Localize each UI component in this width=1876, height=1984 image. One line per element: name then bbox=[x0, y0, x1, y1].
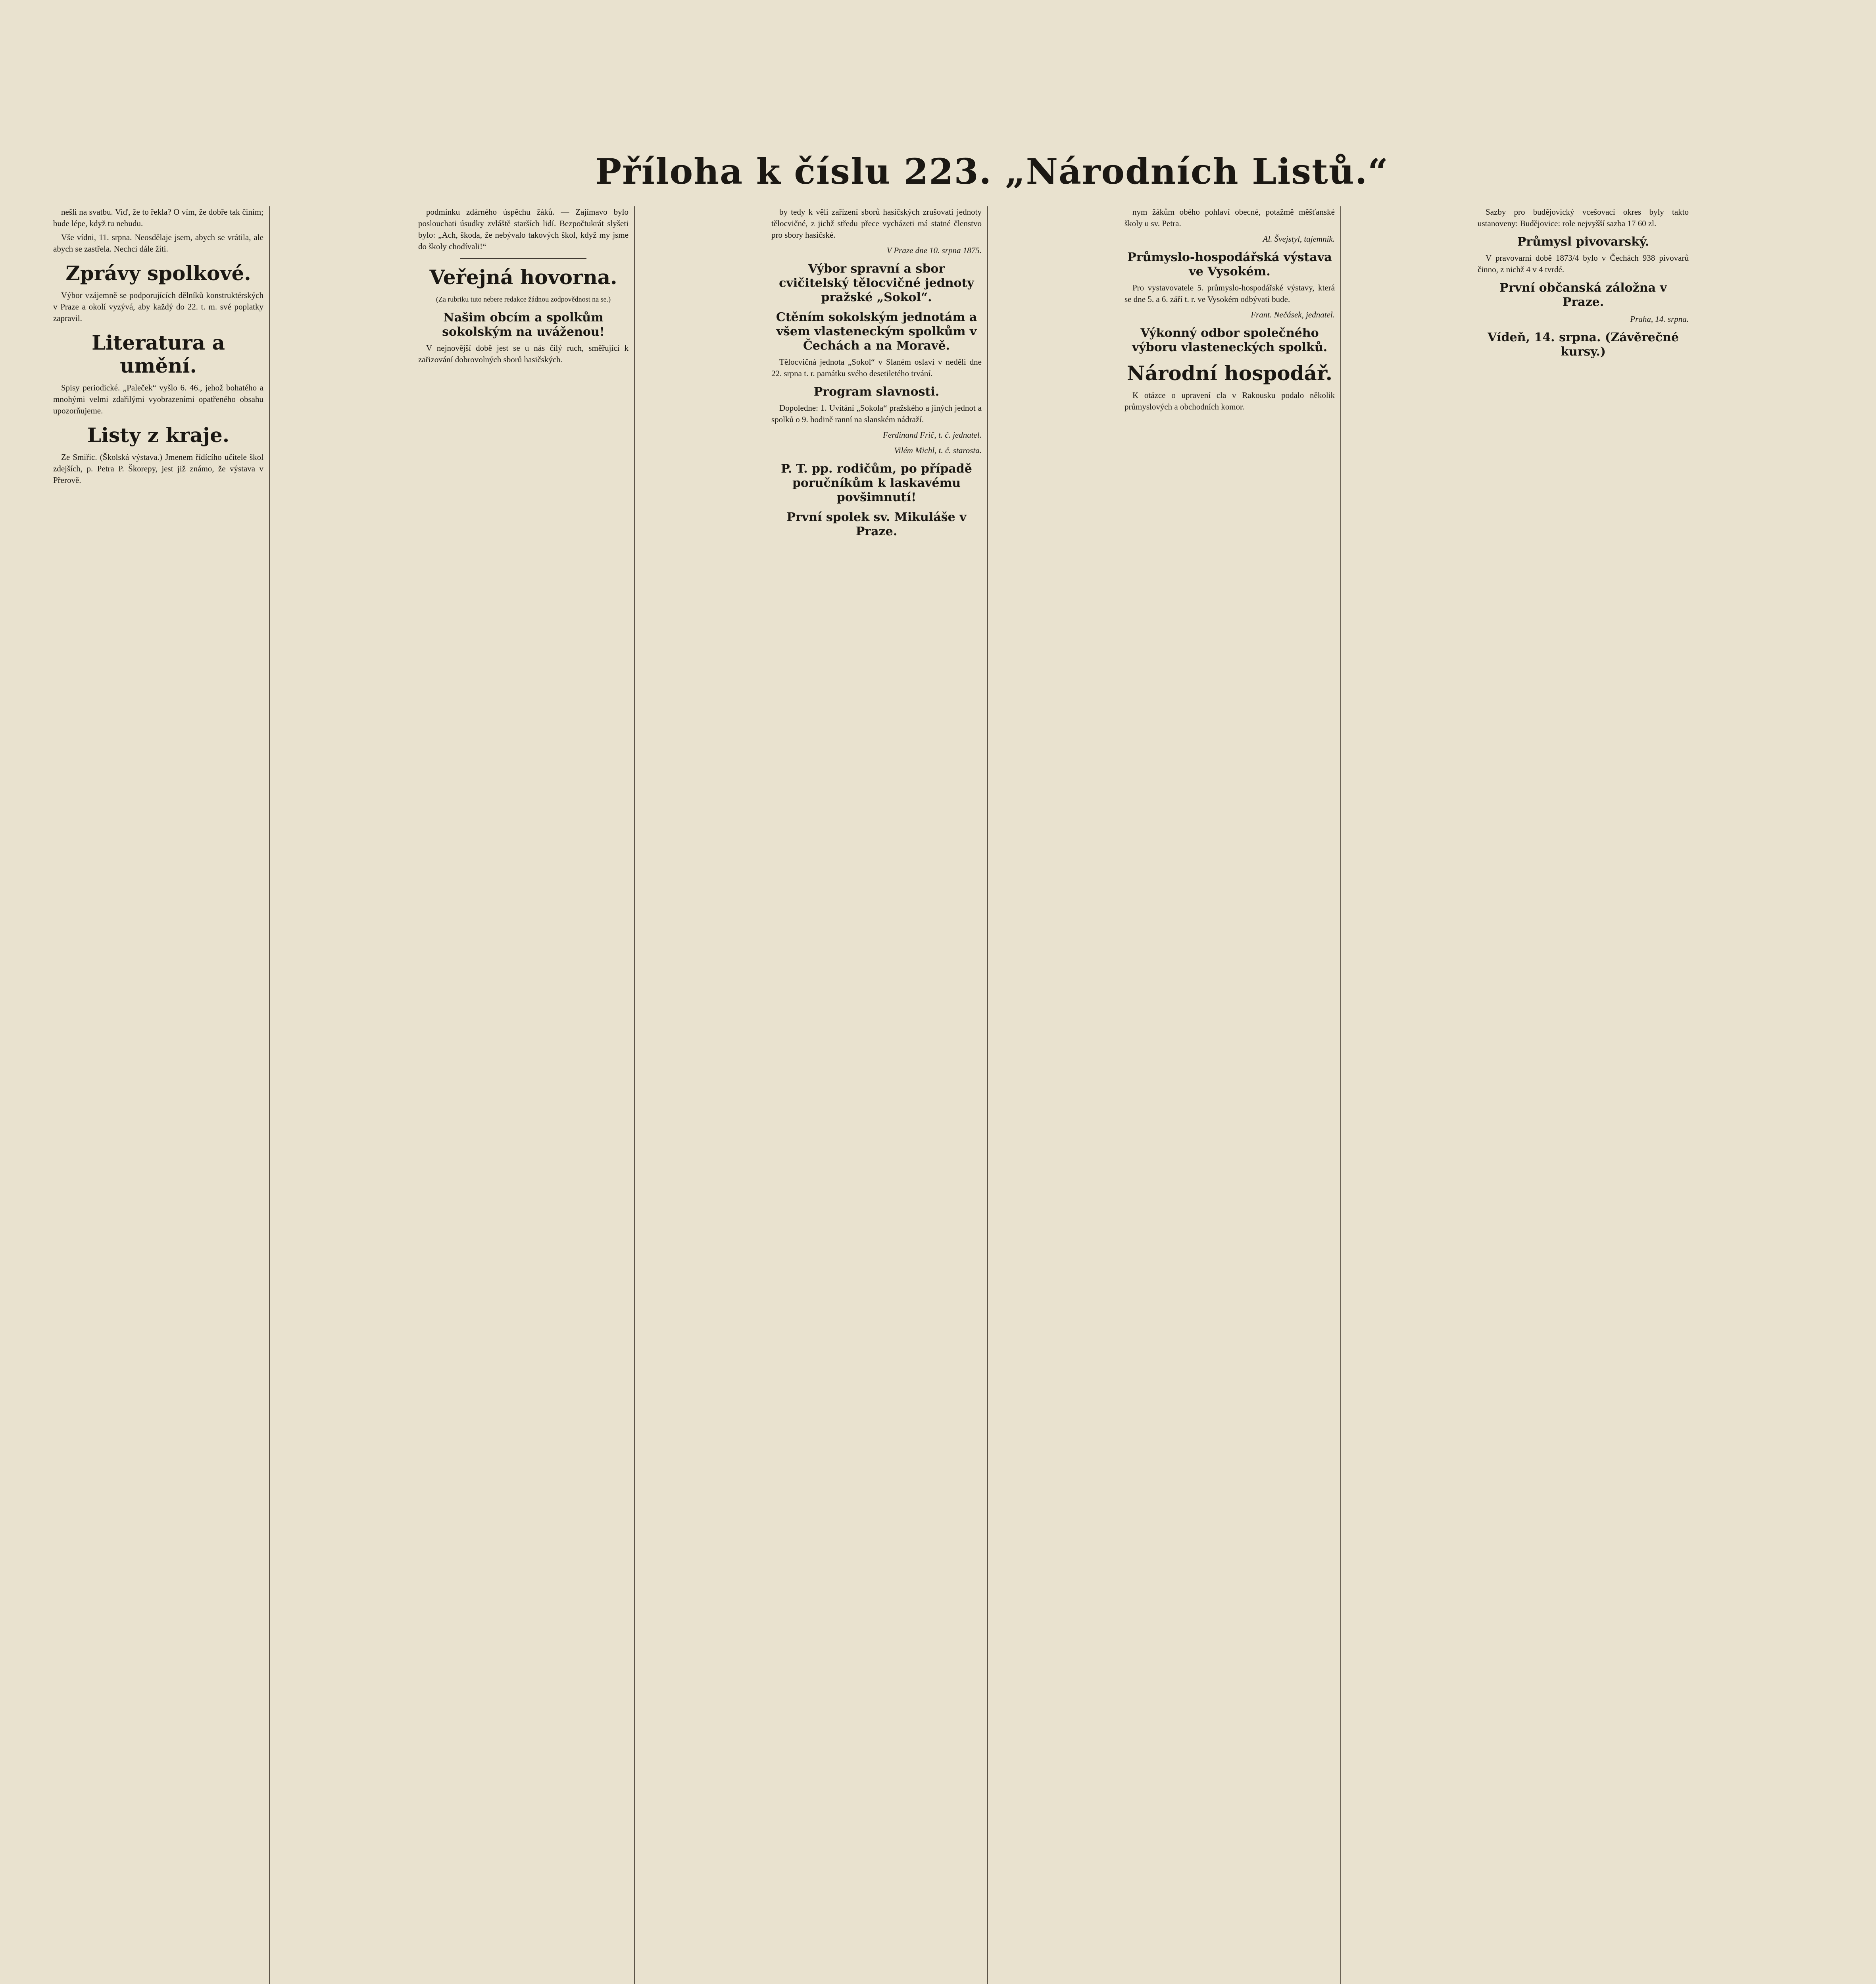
date-line: V Praze dne 10. srpna 1875. bbox=[886, 246, 982, 255]
zpravy-text: Výbor vzájemně se podporujících dělníků konstruktérských v Praze a okolí vyzývá, aby každý do 22. t. m. své poplatky zapravil. bbox=[53, 290, 263, 323]
signature-2: Vilém Michl, t. č. starosta. bbox=[894, 446, 982, 455]
col1-body: Vše vídni, 11. srpna. Neosdělaje jsem, abych se vrátila, ale abych se zastřela. Nechci dále žíti. bbox=[53, 233, 263, 254]
obcim-text: V nejnovější době jest se u nás čilý ruch, směřující k zařizování dobrovolných sborů hasičských. bbox=[418, 343, 629, 364]
col5-body: Sazby pro budějovický vcešovací okres byly takto ustanoveny: Budějovice: role nejvyšší sazba 17 60 zl. bbox=[1478, 207, 1689, 228]
listy-text: Ze Smiřic. (Školská výstava.) Jmenem řídícího učitele škol zdejších, p. Petra P. Škorepy, jest již známo, že výstava v Přerově. bbox=[53, 452, 263, 485]
signature-1: Ferdinand Frič, t. č. jednatel. bbox=[883, 430, 982, 440]
cteni-text: Tělocvičná jednota „Sokol“ v Slaném oslaví v neděli dne 22. srpna t. r. památku svého desetiletého trvání. bbox=[771, 357, 982, 378]
signature-3: Al. Švejstyl, tajemník. bbox=[1263, 234, 1335, 244]
masthead: Příloha k číslu 223. „Národních Listů.“ bbox=[595, 151, 1389, 192]
date-praha: Praha, 14. srpna. bbox=[1630, 314, 1689, 324]
narodni-text: K otázce o upravení cla v Rakousku podalo několik průmyslových a obchodních komor. bbox=[1124, 390, 1335, 411]
heading-vystava: Průmyslo-hospodářská výstava ve Vysokém. bbox=[1127, 250, 1332, 279]
heading-banka: První občanská záložna v Praze. bbox=[1499, 281, 1667, 309]
column-4 bbox=[1119, 206, 1341, 1984]
program-text: Dopoledne: 1. Uvítání „Sokola“ pražského a jiných jednot a spolků o 9. hodině ranní na slanském nádraží. bbox=[771, 403, 982, 424]
hovorna-note: (Za rubriku tuto nebere redakce žádnou zodpovědnost na se.) bbox=[436, 295, 611, 303]
col4-body: nym žákům obého pohlaví obecné, potažmě měšťanské školy u sv. Petra. bbox=[1124, 207, 1335, 228]
heading-listy: Listy z kraje. bbox=[87, 423, 230, 447]
col2-body: podmínku zdárného úspěchu žáků. — Zajímavo bylo poslouchati úsudky zvláště starších lidí. Bezpočtukrát slyšeti bylo: „Ach, škoda, že nebývalo takových škol, když my jsme do školy chodívali!“ bbox=[418, 207, 629, 251]
heading-hovorna: Veřejná hovorna. bbox=[429, 265, 617, 289]
heading-mikulas: První spolek sv. Mikuláše v Praze. bbox=[786, 510, 967, 538]
heading-program: Program slavnosti. bbox=[813, 385, 940, 399]
heading-vykonny: Výkonný odbor společného výboru vlasteneckých spolků. bbox=[1132, 326, 1328, 354]
heading-literatura: Literatura a umění. bbox=[92, 331, 225, 377]
heading-zpravy: Zprávy spolkové. bbox=[65, 261, 251, 285]
heading-pt: P. T. pp. rodičům, po případě poručníkům k laskavému povšimnutí! bbox=[781, 462, 972, 504]
column-1 bbox=[48, 206, 270, 1984]
divider bbox=[460, 258, 586, 259]
literatura-text: Spisy periodické. „Paleček“ vyšlo 6. 46., jehož bohatého a mnohými velmi zdařilými vyobrazeními opatřeného obsahu upozorňujeme. bbox=[53, 383, 263, 415]
heading-pivovary: Průmysl pivovarský. bbox=[1517, 235, 1649, 249]
column-5 bbox=[1472, 206, 1694, 1984]
col3-body: by tedy k věli zařízení sborů hasičských zrušovati jednoty tělocvičné, z jichž středu přece vycházeti má statné členstvo pro sbory hasičské. bbox=[771, 207, 982, 240]
heading-obcim: Našim obcím a spolkům sokolským na uváženou! bbox=[442, 311, 605, 339]
heading-narodni: Národní hospodář. bbox=[1126, 361, 1333, 385]
column-3 bbox=[766, 206, 988, 1984]
signature-4: Frant. Nečásek, jednatel. bbox=[1251, 310, 1335, 319]
heading-cteni: Ctěním sokolským jednotám a všem vlasteneckým spolkům v Čechách a na Moravě. bbox=[776, 310, 977, 353]
heading-vybor: Výbor spravní a sbor cvičitelský tělocvičné jednoty pražské „Sokol“. bbox=[779, 262, 974, 304]
vystava-text: Pro vystavovatele 5. průmyslo-hospodářské výstavy, která se dne 5. a 6. září t. r. ve Vysokém odbývati bude. bbox=[1124, 283, 1335, 304]
pivovary-text: V pravovarní době 1873/4 bylo v Čechách 938 pivovarů činno, z nichž 4 v 4 tvrdé. bbox=[1478, 253, 1689, 274]
heading-viden: Vídeň, 14. srpna. (Závěrečné kursy.) bbox=[1488, 331, 1679, 359]
column-2 bbox=[413, 206, 635, 1984]
col1-lead: nešli na svatbu. Viď, že to řekla? O vím, že dobře tak činím; bude lépe, když tu nebudu. bbox=[53, 207, 263, 228]
